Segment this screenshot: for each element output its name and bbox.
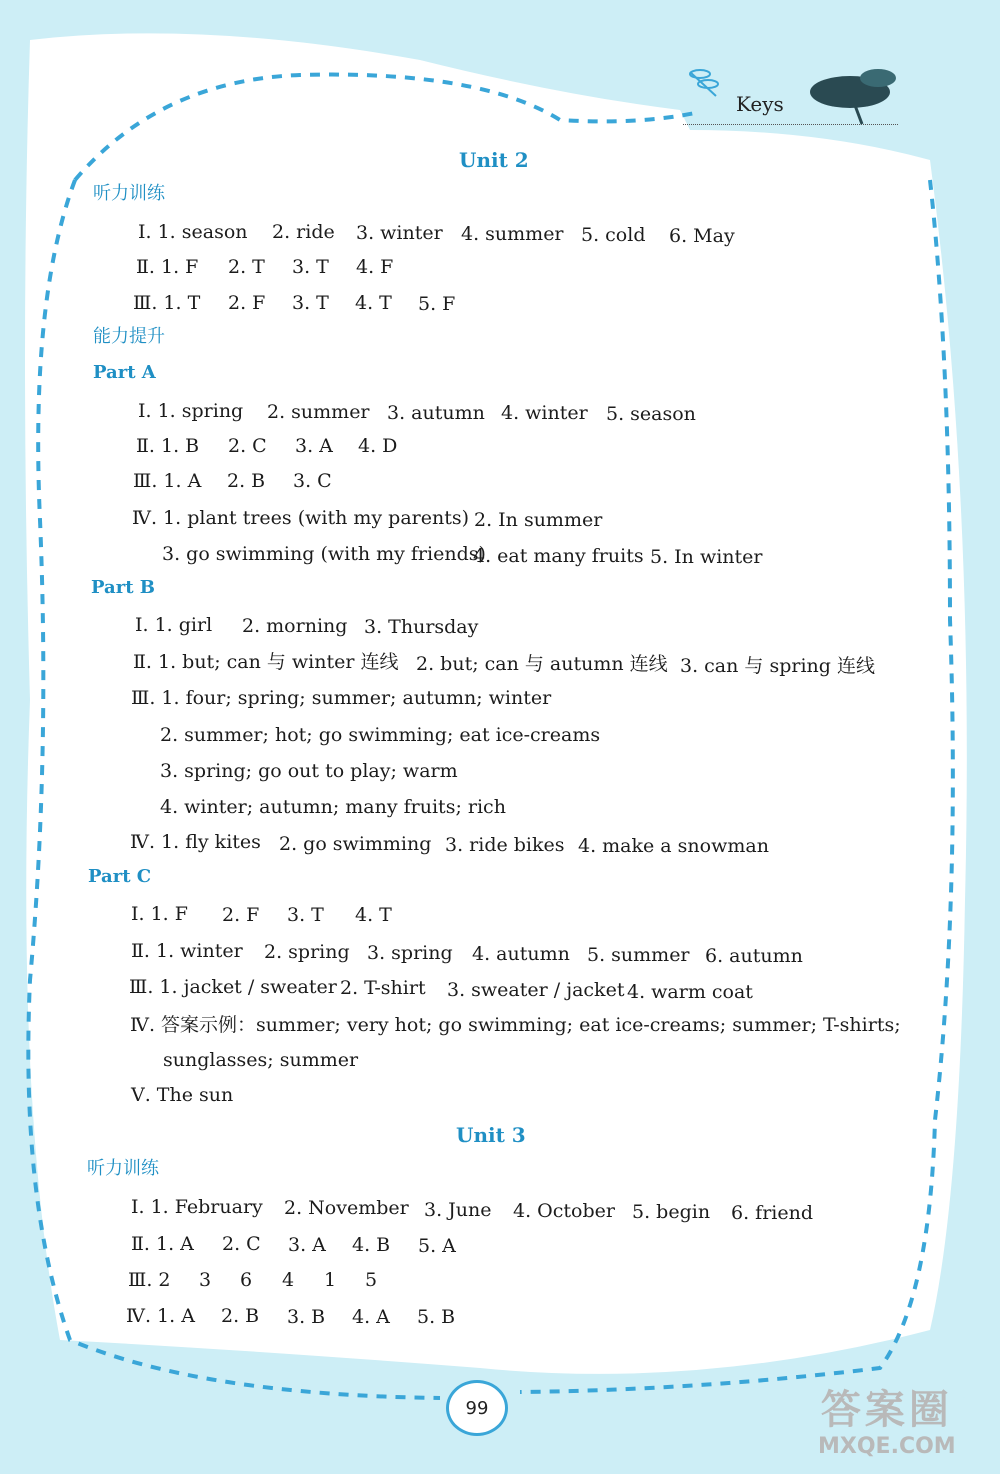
answer-item: Ⅳ. 1. fly kites	[130, 831, 261, 853]
site-watermark	[818, 1386, 956, 1460]
answer-item: 3. C	[293, 470, 332, 492]
answer-item: 5. A	[418, 1235, 456, 1257]
answer-item: 2. spring	[264, 941, 350, 963]
answer-item: 3	[199, 1269, 212, 1291]
answer-item: 5. summer	[587, 944, 690, 966]
answer-item: 2. In summer	[474, 509, 603, 531]
answer-item: 2. November	[284, 1197, 409, 1219]
answer-item: 3. autumn	[387, 402, 485, 424]
answer-item: Ⅳ. 1. plant trees (with my parents)	[132, 507, 470, 529]
answer-item: 2. T-shirt	[340, 977, 426, 999]
answer-item: 6. May	[669, 225, 735, 247]
answer-item: 3. winter	[356, 222, 443, 244]
answer-item: 2. C	[222, 1233, 261, 1255]
answer-item: 3. A	[288, 1234, 326, 1256]
answer-item: 2. but; can 与 autumn 连线	[416, 653, 668, 675]
answer-item: 6. autumn	[705, 945, 803, 967]
answer-item: Ⅰ. 1. February	[131, 1196, 263, 1218]
answer-item: Ⅱ. 1. F	[136, 256, 199, 278]
answer-item: 4. D	[358, 435, 398, 457]
unit-2-title: Unit 2	[459, 148, 529, 172]
header-title: Keys	[736, 92, 784, 116]
answer-item: Ⅳ. 1. A	[126, 1305, 195, 1327]
answer-item: 4. winter; autumn; many fruits; rich	[160, 796, 506, 818]
page-number: 99	[446, 1380, 508, 1436]
answer-item: 5. In winter	[650, 546, 763, 568]
dragonfly-icon	[690, 70, 718, 96]
answer-item: 4. make a snowman	[578, 835, 769, 857]
watermark-logo-text: 答案圈	[820, 1387, 953, 1433]
answer-item: Ⅱ. 1. winter	[131, 940, 243, 962]
answer-item: 2. ride	[272, 221, 335, 243]
answer-item: 6. friend	[731, 1202, 814, 1224]
answer-item: 5. B	[417, 1306, 456, 1328]
answer-item: 4. B	[352, 1234, 391, 1256]
answer-item: Ⅲ. 1. jacket / sweater	[129, 976, 337, 998]
answer-item: 2. B	[227, 470, 266, 492]
answer-item: Ⅰ. 1. girl	[135, 614, 213, 636]
answer-item: 6	[240, 1269, 253, 1291]
answer-item: Ⅲ. 1. T	[133, 292, 201, 314]
answer-item: Ⅰ. 1. season	[138, 221, 248, 243]
answer-item: 3. sweater / jacket	[447, 979, 625, 1001]
answer-item: 4. summer	[461, 223, 564, 245]
answer-item: 2. summer; hot; go swimming; eat ice-creams	[160, 724, 601, 746]
part-b-label: Part B	[91, 577, 155, 598]
answer-item: 4. October	[513, 1200, 615, 1222]
answer-item: 4. warm coat	[627, 981, 753, 1003]
answer-item: Ⅱ. 1. B	[136, 435, 200, 457]
answer-item: 2. C	[228, 435, 267, 457]
answer-item: 3. go swimming (with my friends)	[162, 543, 486, 565]
answer-item: 2. morning	[242, 615, 348, 637]
answer-item: Ⅳ. 答案示例：summer; very hot; go swimming; eat ice-creams; summer; T-shirts;	[130, 1014, 901, 1036]
answer-item: Ⅲ. 1. four; spring; summer; autumn; winter	[131, 687, 552, 709]
answer-item: 3. June	[424, 1199, 492, 1221]
answer-item: 3. can 与 spring 连线	[680, 655, 875, 677]
answer-item: 5. F	[418, 293, 456, 315]
answer-item: 3. T	[292, 256, 329, 278]
answer-item: Ⅱ. 1. but; can 与 winter 连线	[133, 651, 399, 673]
answer-item: 3. T	[287, 904, 324, 926]
answer-item: Ⅲ. 1. A	[133, 470, 202, 492]
answer-item: 1	[324, 1269, 337, 1291]
answer-item: 4	[282, 1269, 295, 1291]
listening-heading: 听力训练	[87, 1158, 159, 1179]
part-c-label: Part C	[88, 866, 152, 887]
answer-item: 4. T	[355, 904, 392, 926]
part-a-label: Part A	[93, 362, 156, 383]
answer-item: 3. spring	[367, 942, 453, 964]
answer-item: Ⅱ. 1. A	[131, 1233, 194, 1255]
answer-item: 3. Thursday	[364, 616, 479, 638]
answer-item: 2. B	[221, 1305, 260, 1327]
answer-item: 4. autumn	[472, 943, 570, 965]
answer-item: Ⅰ. 1. F	[131, 903, 188, 925]
answer-item: 2. F	[228, 292, 266, 314]
answer-item: 3. A	[295, 435, 333, 457]
answer-item: 5. begin	[632, 1201, 711, 1223]
answer-item: 3. T	[292, 292, 329, 314]
answer-item: Ⅴ. The sun	[131, 1084, 234, 1106]
answer-item: 5. cold	[581, 224, 646, 246]
answer-item: 4. T	[355, 292, 392, 314]
answer-item: Ⅲ. 2	[128, 1269, 171, 1291]
answer-item: 4. F	[356, 256, 394, 278]
header-divider	[683, 124, 898, 125]
listening-heading: 听力训练	[93, 183, 165, 204]
answer-item: 5	[365, 1269, 378, 1291]
unit-3-title: Unit 3	[456, 1123, 526, 1147]
answer-item: 2. go swimming	[279, 833, 432, 855]
answer-item: 2. F	[222, 904, 260, 926]
answer-item: 4. winter	[501, 402, 588, 424]
answer-item: 4. eat many fruits	[473, 545, 644, 567]
answer-item: 3. ride bikes	[445, 834, 565, 856]
answer-item: 2. T	[228, 256, 265, 278]
answer-item: 3. spring; go out to play; warm	[160, 760, 458, 782]
watermark-url: MXQE.COM	[818, 1434, 956, 1459]
answer-item: 3. B	[287, 1306, 326, 1328]
answer-item: 2. summer	[267, 401, 370, 423]
ability-heading: 能力提升	[93, 326, 165, 347]
answer-item: Ⅰ. 1. spring	[138, 400, 244, 422]
answer-item: sunglasses; summer	[163, 1049, 359, 1071]
answer-item: 4. A	[352, 1306, 390, 1328]
answer-item: 5. season	[606, 403, 696, 425]
